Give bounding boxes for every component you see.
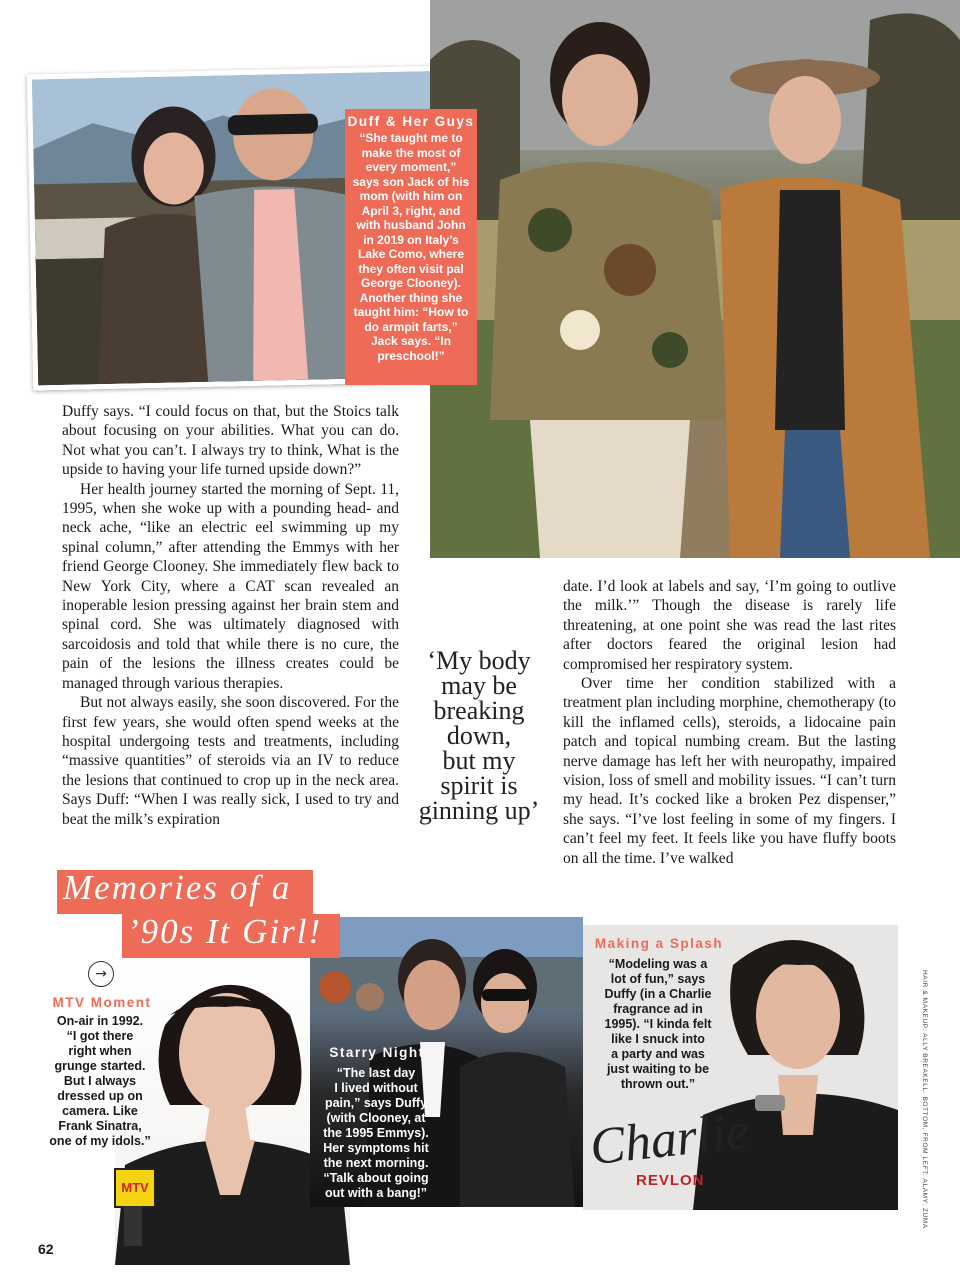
revlon-ad-brand: REVLON xyxy=(636,1172,705,1189)
mtv-mic-flag xyxy=(114,1168,156,1208)
starry-caption-heading: Starry Night xyxy=(329,1045,425,1060)
banner-title-line2: ’90s It Girl! xyxy=(127,912,323,951)
banner-title-line1: Memories of a xyxy=(63,868,292,907)
splash-caption-heading: Making a Splash xyxy=(594,936,724,951)
starry-caption-line: pain,” says Duffy xyxy=(324,1096,428,1110)
splash-caption-line: 1995). “I kinda felt xyxy=(604,1017,712,1031)
mtv-caption-line: dressed up on xyxy=(57,1089,143,1103)
body-paragraph: Her health journey started the morning of Sept. 11, 1995, when she woke up with a pounding head- and neck ache, “like an electric eel swimming up my spinal column,” after attending the Emmys with her friend George Clooney. She immediately flew back to New York City, where a CAT scan revealed an inoperable lesion pressing against her brain stem and spinal cord. She was ultimately diagnosed with sarcoidosis and told that while there is no cure, the pain of the lesions the illness creates could be managed through various therapies. xyxy=(62,480,399,692)
starry-caption-line: Her symptoms hit xyxy=(323,1141,429,1155)
mtv-caption xyxy=(40,1014,160,1149)
pull-quote-line: down, xyxy=(446,721,512,750)
microphone-handle xyxy=(124,1206,142,1246)
pull-quote xyxy=(412,648,546,823)
splash-caption-line: Duffy (in a Charlie xyxy=(604,987,712,1001)
splash-caption-line: thrown out.” xyxy=(620,1077,696,1091)
starry-caption-line: “Talk about going xyxy=(323,1171,429,1185)
starry-caption xyxy=(312,1066,440,1201)
mtv-caption-line: one of my idols.” xyxy=(49,1134,151,1148)
starry-caption-line: out with a bang!” xyxy=(324,1186,428,1200)
charlie-ad-script: Charlie xyxy=(587,1102,752,1177)
pull-quote-line: spirit is xyxy=(440,771,518,800)
caption-box-duff-and-her-guys xyxy=(345,109,477,385)
mtv-caption-line: Frank Sinatra, xyxy=(58,1119,142,1133)
caption-heading: Duff & Her Guys xyxy=(347,114,475,129)
splash-caption-line: fragrance ad in xyxy=(613,1002,703,1016)
caption-text: “She taught me to make the most of every moment,” says son Jack of his mom (with him on April 3, right, and with husband John in 2019 on Italy’s Lake Como, where they often visit pal George Clooney). Another thing she taught him: “How to do armpit farts,” Jack says. “In preschool!” xyxy=(352,131,470,363)
mtv-caption-line: But I always xyxy=(63,1074,137,1088)
photo-duff-and-son-art xyxy=(430,0,960,558)
body-paragraph: But not always easily, she soon discovered. For the first few years, she would often spend weeks at the hospital undergoing tests and treatments, including “massive quantities” of steroids via an IV to reduce the lesions that continued to crop up in the neck area. Says Duff: “When I was really sick, I used to try and beat the milk’s expiration xyxy=(62,694,399,828)
photo-credit-vertical xyxy=(921,970,942,1229)
mtv-caption-line: camera. Like xyxy=(62,1104,138,1118)
arrow-right-icon: → xyxy=(88,961,114,987)
splash-caption xyxy=(592,957,724,1092)
splash-caption-line: lot of fun,” says xyxy=(610,972,706,986)
pull-quote-line: ‘My body xyxy=(427,646,531,675)
pull-quote-line: but my xyxy=(442,746,516,775)
splash-caption-line: just waiting to be xyxy=(606,1062,710,1076)
body-column-left xyxy=(62,402,399,829)
splash-caption-line: “Modeling was a xyxy=(608,957,708,971)
starry-caption-line: “The last day xyxy=(336,1066,416,1080)
photo-credit-text: HAIR & MAKEUP: ALLY BREAKELL. BOTTOM, FROM LEFT: ALAMY; ZUMA xyxy=(921,970,928,1229)
mtv-caption-heading: MTV Moment xyxy=(52,995,152,1010)
pull-quote-line: may be xyxy=(441,671,517,700)
splash-caption-line: like I snuck into xyxy=(611,1032,705,1046)
body-column-right xyxy=(563,577,896,868)
mtv-caption-line: “I got there xyxy=(66,1029,134,1043)
photo-duff-and-son xyxy=(430,0,960,558)
pull-quote-line: ginning up’ xyxy=(418,796,540,825)
starry-caption-line: the next morning. xyxy=(323,1156,429,1170)
mtv-caption-line: grunge started. xyxy=(54,1059,146,1073)
body-paragraph: Duffy says. “I could focus on that, but the Stoics talk about focusing on your abilities. What you can do. Not what you can’t. I always try to think, What is the upside to having your life turned upside down?” xyxy=(62,403,399,479)
mtv-caption-line: On-air in 1992. xyxy=(56,1014,144,1028)
body-paragraph: date. I’d look at labels and say, ‘I’m going to outlive the milk.’” Though the disease is rarely life threatening, at one point she was read the last rites after doctors feared the original lesion had compromised her respiratory system. xyxy=(563,578,896,673)
starry-caption-line: the 1995 Emmys). xyxy=(323,1126,429,1140)
mtv-caption-line: right when xyxy=(68,1044,132,1058)
body-paragraph: Over time her condition stabilized with a treatment plan including morphine, chemotherapy (to kill the inflamed cells), steroids, a lidocaine pain patch and topical numbing cream. But the lasting nerve damage has left her with neuropathy, impaired vision, loss of smell and mobility issues. “I can’t turn my head. It’s cocked like a broken Pez dispenser,” she says. “I’ve lost feeling in some of my fingers. I can’t feel my feet. It feels like you have fluffy boots on all the time. I’ve walked xyxy=(563,675,896,867)
starry-caption-line: I lived without xyxy=(334,1081,418,1095)
splash-caption-line: a party and was xyxy=(611,1047,705,1061)
page-number: 62 xyxy=(38,1241,54,1257)
pull-quote-line: breaking xyxy=(433,696,525,725)
starry-caption-line: (with Clooney, at xyxy=(326,1111,426,1125)
mtv-mic-label: MTV xyxy=(121,1180,149,1195)
